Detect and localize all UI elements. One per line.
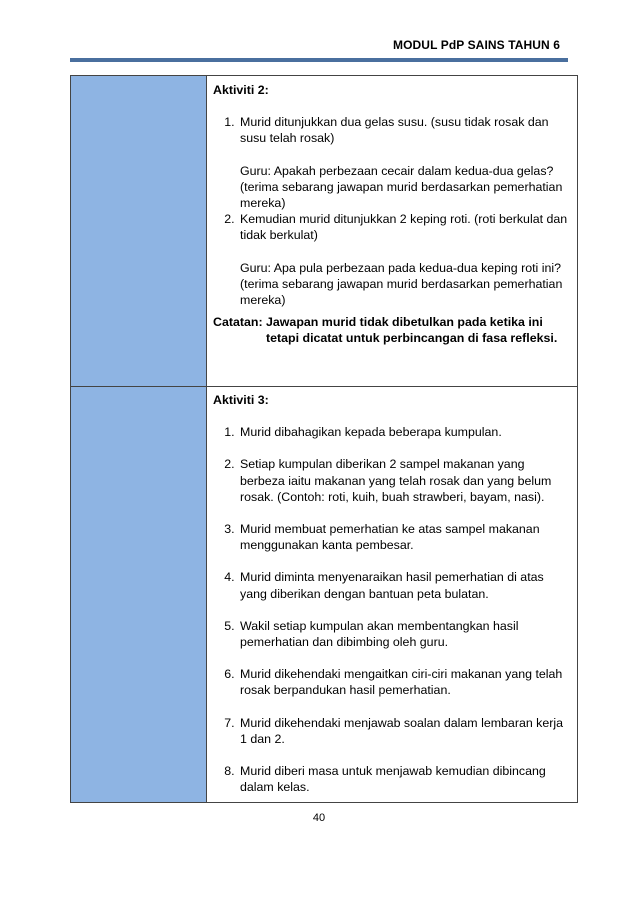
activity-2-list [213, 114, 569, 308]
activity-2-item-text: 2. Kemudian murid ditunjukkan 2 keping roti. (roti berkulat dan tidak berkulat) [240, 212, 568, 243]
row-divider [71, 386, 577, 387]
activity-3-item: 5. Wakil setiap kumpulan akan membentangkan hasil pemerhatian dan dibimbing oleh guru. [238, 618, 569, 650]
header-rule [70, 58, 568, 62]
activity-3-item: 6. Murid dikehendaki mengaitkan ciri-ciri makanan yang telah rosak berpandukan hasil pemerhatian. [238, 666, 569, 698]
activity-3-title: Aktiviti 3: [213, 393, 269, 407]
activity-3-cell [208, 392, 577, 811]
note-text: Jawapan murid tidak dibetulkan pada ketika ini tetapi dicatat untuk perbincangan di fasa refleksi. [266, 315, 558, 346]
activity-3-item: 4. Murid diminta menyenaraikan hasil pemerhatian di atas yang diberikan dengan bantuan peta bulatan. [238, 569, 569, 601]
activity-3-item: 7. Murid dikehendaki menjawab soalan dalam lembaran kerja 1 dan 2. [238, 715, 569, 747]
activity-2-cell [208, 82, 577, 347]
activity-2-item-text: 1. Murid ditunjukkan dua gelas susu. (susu tidak rosak dan susu telah rosak) [240, 115, 549, 146]
activity-2-item-teacher-note: Guru: Apa pula perbezaan pada kedua-dua keping roti ini? (terima sebarang jawapan murid berdasarkan pemerhatian mereka) [240, 260, 563, 308]
activity-3-item: 2. Setiap kumpulan diberikan 2 sampel makanan yang berbeza iaitu makanan yang telah rosak dan yang belum rosak. (Contoh: roti, kuih, buah strawberi, bayam, nasi). [238, 456, 569, 505]
activity-2-item [238, 114, 569, 211]
lesson-table [70, 75, 578, 803]
activity-2-item [238, 211, 569, 308]
note-label: Catatan: [213, 315, 267, 330]
left-shaded-column [71, 76, 207, 802]
activity-3-item: 1. Murid dibahagikan kepada beberapa kumpulan. [238, 424, 569, 440]
page-number: 40 [312, 812, 326, 824]
running-header: MODUL PdP SAINS TAHUN 6 [393, 38, 560, 52]
activity-2-title: Aktiviti 2: [213, 83, 269, 97]
activity-2-item-teacher-note: Guru: Apakah perbezaan cecair dalam kedua-dua gelas? (terima sebarang jawapan murid berdasarkan pemerhatian mereka) [240, 163, 563, 211]
activity-3-item: 3. Murid membuat pemerhatian ke atas sampel makanan menggunakan kanta pembesar. [238, 521, 569, 553]
activity-3-item: 8. Murid diberi masa untuk menjawab kemudian dibincang dalam kelas. [238, 763, 569, 795]
activity-3-list [213, 424, 569, 795]
note-block [213, 314, 569, 346]
